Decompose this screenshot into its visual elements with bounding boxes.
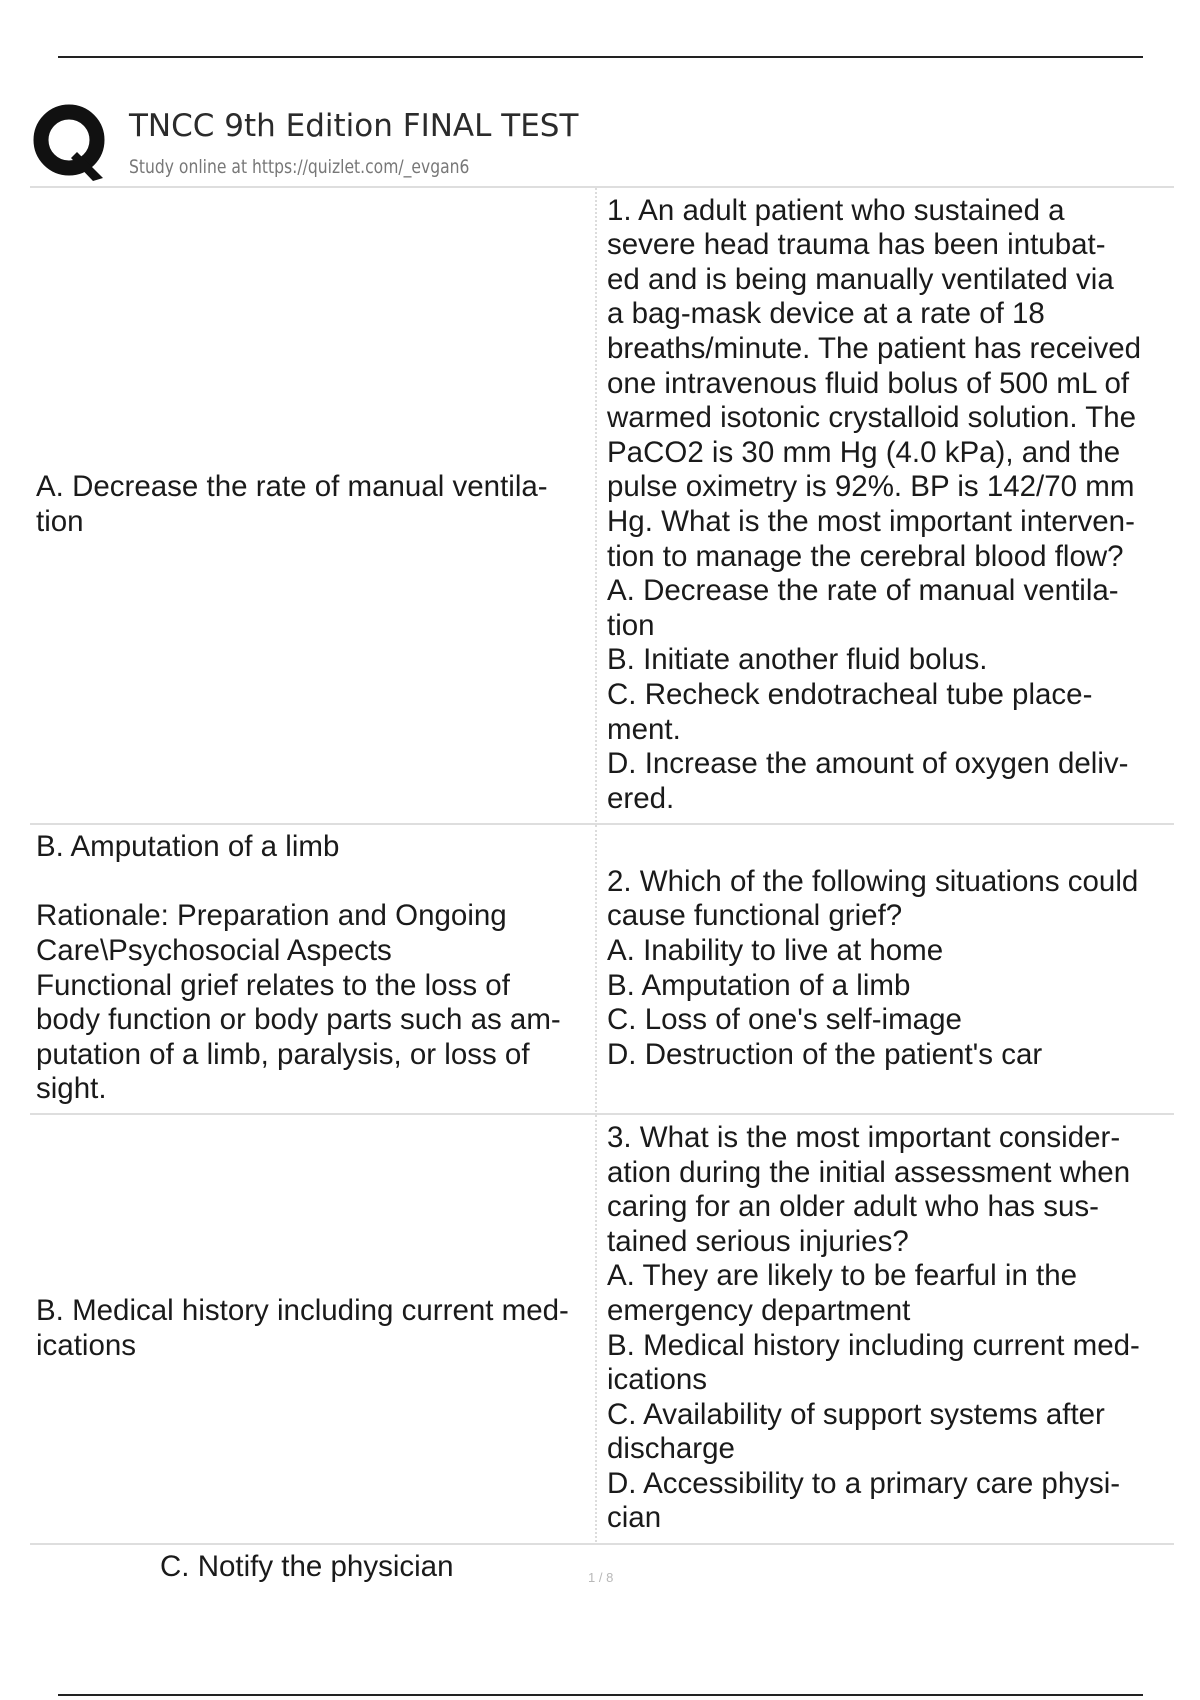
card-answer-text: A. Decrease the rate of manual ventila- tion: [36, 470, 548, 538]
card-question: [595, 825, 1170, 1112]
document-header: [33, 102, 1033, 182]
card-answer-text: B. Medical history including current med- ications: [36, 1293, 569, 1362]
flashcard-3: [30, 1115, 1174, 1542]
card-question: [595, 188, 1170, 822]
quizlet-logo-icon: [33, 102, 109, 182]
document-title: TNCC 9th Edition FINAL TEST: [129, 108, 579, 144]
card-answer: [36, 1115, 596, 1542]
flashcard-2: [30, 825, 1174, 1112]
card-divider: [30, 1543, 1174, 1545]
next-card-answer: C. Notify the physician: [160, 1550, 454, 1583]
card-question-text: 3. What is the most important consider- ation during the initial assessment when caring for an older adult who has sus- tained serious injuries? A. They are likely to be fearful in the emergency department B. Medical history including current med- ications C. Availability of support systems after discharge D. Accessibility to a primary care physi- cian: [607, 1120, 1140, 1535]
top-rule: [58, 56, 1143, 58]
bottom-rule: [58, 1694, 1143, 1696]
card-question-text: 1. An adult patient who sustained a severe head trauma has been intubat- ed and is being manually ventilated via a bag-mask device at a rate of 18 breaths/minute. The patient has received one intravenous fluid bolus of 500 mL of warmed isotonic crystalloid solution. The PaCO2 is 30 mm Hg (4.0 kPa), and the pulse oximetry is 92%. BP is 142/70 mm Hg. What is the most important interven- tion to manage the cerebral blood flow? A. Decrease the rate of manual ventila- tion B. Initiate another fluid bolus. C. Recheck endotracheal tube place- ment. D. Increase the amount of oxygen deliv- ered.: [607, 193, 1142, 815]
card-answer: [36, 825, 596, 1112]
page-number: 1 / 8: [588, 1570, 614, 1585]
card-question: [595, 1115, 1170, 1542]
card-question-text: 2. Which of the following situations could cause functional grief? A. Inability to live at home B. Amputation of a limb C. Loss of one's self-image D. Destruction of the patient's car: [607, 864, 1139, 1071]
flashcard-1: [30, 188, 1174, 822]
document-subtitle: Study online at https://quizlet.com/_evgan6: [129, 156, 470, 178]
card-answer-text: B. Amputation of a limb Rationale: Preparation and Ongoing Care\Psychosocial Aspects Functional grief relates to the loss of body function or body parts such as am- putation of a limb, paralysis, or loss of sight.: [36, 830, 561, 1106]
card-answer: [36, 188, 596, 822]
